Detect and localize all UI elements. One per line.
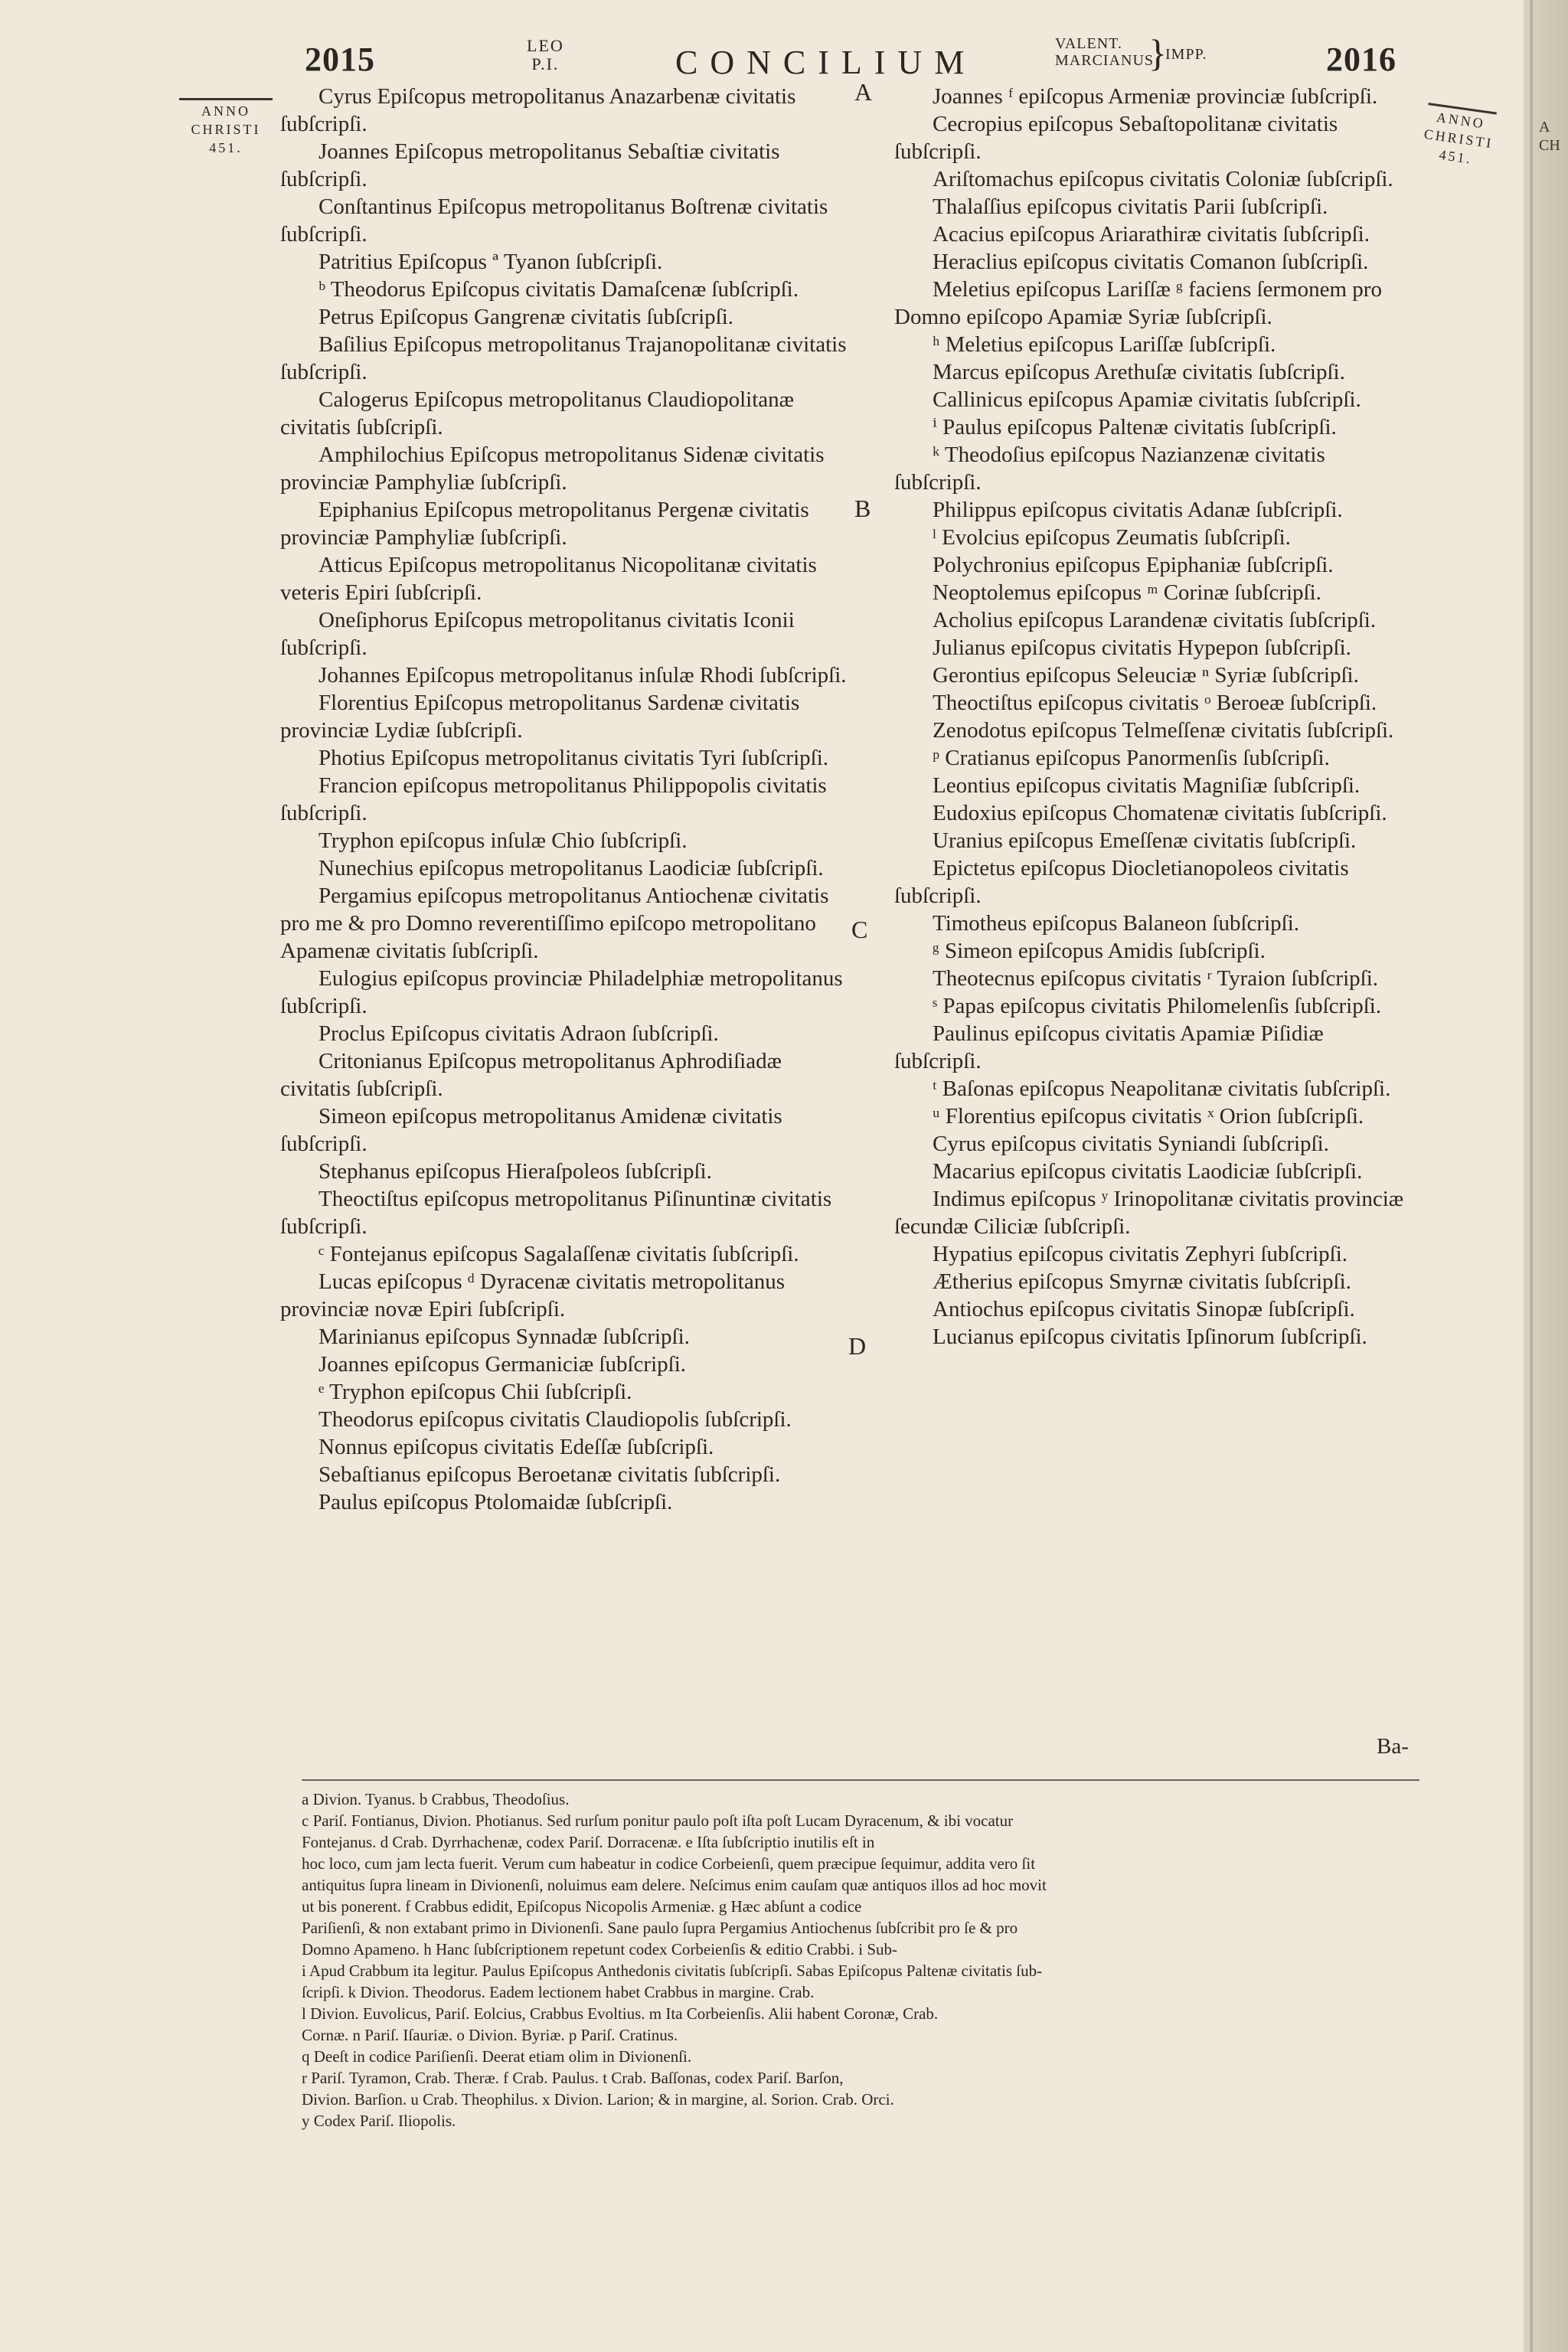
signature-entry: Callinicus epiſcopus Apamiæ civitatis ſubſcripſi. [933,387,1361,412]
signature-entry: Cyrus epiſcopus civitatis Syniandi ſubſcripſi. [933,1132,1329,1156]
signature-entry: Eulogius epiſcopus provinciæ Philadelphiæ metropolitanus ſubſcripſi. [280,966,843,1018]
signature-entry: Epictetus epiſcopus Diocletianopoleos civitatis ſubſcripſi. [894,856,1349,908]
margin-year-christi: CHRISTI [1423,126,1494,152]
signature-entry: Marinianus epiſcopus Synnadæ ſubſcripſi. [318,1325,690,1349]
signature-entry: Cyrus Epiſcopus metropolitanus Anazarbenæ civitatis ſubſcripſi. [280,84,796,136]
signature-entry: Epiphanius Epiſcopus metropolitanus Pergenæ civitatis provinciæ Pamphyliæ ſubſcripſi. [280,498,809,550]
section-letter-d: D [848,1332,867,1360]
margin-year-word: ANNO [1435,109,1487,132]
header-leo [527,37,564,74]
signature-entry: Nunechius epiſcopus metropolitanus Laodiciæ ſubſcripſi. [318,856,824,880]
signature-entry: Neoptolemus epiſcopus ᵐ Corinæ ſubſcripſi. [933,580,1321,605]
header-emperor-2: MARCIANUS [1055,52,1155,69]
footnote-line: y Codex Pariſ. Iliopolis. [302,2112,456,2130]
header-brace: } [1148,31,1167,74]
signature-entry: Joannes Epiſcopus metropolitanus Sebaſtiæ civitatis ſubſcripſi. [280,139,780,191]
signature-entry: Timotheus epiſcopus Balaneon ſubſcripſi. [933,911,1299,936]
signature-entry: Johannes Epiſcopus metropolitanus inſulæ Rhodi ſubſcripſi. [318,663,847,688]
signature-entry: Polychronius epiſcopus Epiphaniæ ſubſcripſi. [933,553,1334,577]
signature-entry: Paulus epiſcopus Ptolomaidæ ſubſcripſi. [318,1490,673,1514]
signature-entry: Gerontius epiſcopus Seleuciæ ⁿ Syriæ ſubſcripſi. [933,663,1359,688]
signature-entry: Oneſiphorus Epiſcopus metropolitanus civitatis Iconii ſubſcripſi. [280,608,795,660]
signature-entry: Marcus epiſcopus Arethuſæ civitatis ſubſcripſi. [933,360,1345,384]
header-leo-name: LEO [527,36,564,55]
signature-entry: Acholius epiſcopus Larandenæ civitatis ſubſcripſi. [933,608,1377,632]
signature-entry: Joannes epiſcopus Germaniciæ ſubſcripſi. [318,1352,687,1377]
signature-entry: ᵉ Tryphon epiſcopus Chii ſubſcripſi. [318,1380,632,1404]
signature-entry: ⁱ Paulus epiſcopus Paltenæ civitatis ſubſcripſi. [933,415,1337,439]
footnote-line: q Deeſt in codice Pariſienſi. Deerat etiam olim in Divionenſi. [302,2047,692,2066]
signature-entry: ᵍ Simeon epiſcopus Amidis ſubſcripſi. [933,939,1266,963]
signature-entry: Tryphon epiſcopus inſulæ Chio ſubſcripſi. [318,828,688,853]
footnote-line: Cornæ. n Pariſ. Iſauriæ. o Divion. Byriæ. p Pariſ. Cratinus. [302,2026,678,2044]
margin-year-right [1420,103,1497,171]
signature-entry: Lucianus epiſcopus civitatis Ipſinorum ſubſcripſi. [933,1325,1367,1349]
footnote-line: ſcripſi. k Divion. Theodorus. Eadem lectionem habet Crabbus in margine. Crab. [302,1983,815,2001]
signature-entry: Antiochus epiſcopus civitatis Sinopæ ſubſcripſi. [933,1297,1355,1321]
signature-entry: Baſilius Epiſcopus metropolitanus Trajanopolitanæ civitatis ſubſcripſi. [280,332,847,384]
signature-entry: Ætherius epiſcopus Smyrnæ civitatis ſubſcripſi. [933,1269,1351,1294]
left-column [280,83,847,1516]
footnote-line: c Pariſ. Fontianus, Divion. Photianus. Sed rurſum ponitur paulo poſt iſta poſt Lucam Dyracenum, & ibi vocatur [302,1811,1014,1830]
signature-entry: Ariſtomachus epiſcopus civitatis Coloniæ ſubſcripſi. [933,167,1393,191]
signature-entry: Leontius epiſcopus civitatis Magniſiæ ſubſcripſi. [933,773,1361,798]
adjacent-page-letter-ch: CH [1539,137,1560,154]
page-number-left: 2015 [305,41,375,78]
adjacent-page-letter-a: A [1539,119,1550,136]
right-column [894,83,1415,1351]
footnote-line: Fontejanus. d Crab. Dyrrhachenæ, codex Pariſ. Dorracenæ. e Iſta ſubſcriptio inutilis eſt in [302,1833,875,1851]
signature-entry: Acacius epiſcopus Ariarathiræ civitatis ſubſcripſi. [933,222,1370,247]
header-emperor-1: VALENT. [1055,35,1122,52]
signature-entry: Petrus Epiſcopus Gangrenæ civitatis ſubſcripſi. [318,305,734,329]
signature-entry: Pergamius epiſcopus metropolitanus Antiochenæ civitatis pro me & pro Domno reverentiſſimo epiſcopo metropolitano Apamenæ civitatis ſubſcripſi. [280,884,829,963]
signature-entry: Stephanus epiſcopus Hieraſpoleos ſubſcripſi. [318,1159,712,1184]
signature-entry: Paulinus epiſcopus civitatis Apamiæ Piſidiæ ſubſcripſi. [894,1021,1324,1073]
header-impp: IMPP. [1165,46,1207,63]
signature-entry: Hypatius epiſcopus civitatis Zephyri ſubſcripſi. [933,1242,1348,1266]
footnote-line: i Apud Crabbum ita legitur. Paulus Epiſcopus Anthedonis civitatis ſubſcripſi. Sabas Epiſcopus Paltenæ civitatis ſub- [302,1962,1043,1980]
footnote-divider [302,1779,1419,1781]
section-letter-c: C [851,916,868,943]
signature-entry: Joannes ᶠ epiſcopus Armeniæ provinciæ ſubſcripſi. [933,84,1378,109]
signature-entry: Florentius Epiſcopus metropolitanus Sardenæ civitatis provinciæ Lydiæ ſubſcripſi. [280,691,800,743]
running-header [0,31,1524,86]
signature-entry: ʰ Meletius epiſcopus Lariſſæ ſubſcripſi. [933,332,1276,357]
section-letter-b: B [854,495,871,522]
footnote-line: l Divion. Euvolicus, Pariſ. Eolcius, Crabbus Evoltius. m Ita Corbeienſis. Alii habent Coronæ, Crab. [302,2004,939,2023]
page-fold [1530,0,1533,2352]
signature-entry: Francion epiſcopus metropolitanus Philippopolis civitatis ſubſcripſi. [280,773,827,825]
signature-entry: Theoctiſtus epiſcopus metropolitanus Piſinuntinæ civitatis ſubſcripſi. [280,1187,832,1239]
margin-year-number: 451. [209,140,243,155]
footnote-line: ut bis ponerent. f Crabbus edidit, Epiſcopus Nicopolis Armeniæ. g Hæc abſunt a codice [302,1897,862,1916]
signature-entry: Patritius Epiſcopus ª Tyanon ſubſcripſi. [318,250,663,274]
footnote-line: a Divion. Tyanus. b Crabbus, Theodoſius. [302,1790,570,1808]
header-title: CONCILIUM [675,44,977,81]
signature-entry: Theoctiſtus epiſcopus civitatis ᵒ Beroeæ ſubſcripſi. [933,691,1377,715]
signature-entry: ᵗ Baſonas epiſcopus Neapolitanæ civitatis ſubſcripſi. [933,1076,1391,1101]
signature-entry: Meletius epiſcopus Lariſſæ ᵍ faciens ſermonem pro Domno epiſcopo Apamiæ Syriæ ſubſcripſi. [894,277,1382,329]
footnotes [302,1788,1427,2132]
signature-entry: Indimus epiſcopus ʸ Irinopolitanæ civitatis provinciæ ſecundæ Ciliciæ ſubſcripſi. [894,1187,1404,1239]
margin-rule [179,98,273,100]
signature-entry: ᵘ Florentius epiſcopus civitatis ˣ Orion ſubſcripſi. [933,1104,1364,1129]
margin-year-number: 451. [1438,146,1474,167]
section-letter-a: A [854,78,873,106]
signature-entry: Conſtantinus Epiſcopus metropolitanus Boſtrenæ civitatis ſubſcripſi. [280,194,828,247]
header-leo-pope: P.I. [531,54,560,74]
signature-entry: Critonianus Epiſcopus metropolitanus Aphrodiſiadæ civitatis ſubſcripſi. [280,1049,782,1101]
signature-entry: Proclus Epiſcopus civitatis Adraon ſubſcripſi. [318,1021,719,1046]
adjacent-page-text [1539,118,1560,155]
signature-entry: Calogerus Epiſcopus metropolitanus Claudiopolitanæ civitatis ſubſcripſi. [280,387,795,439]
signature-entry: ᵇ Theodorus Epiſcopus civitatis Damaſcenæ ſubſcripſi. [318,277,799,302]
signature-entry: Macarius epiſcopus civitatis Laodiciæ ſubſcripſi. [933,1159,1363,1184]
signature-entry: Photius Epiſcopus metropolitanus civitatis Tyri ſubſcripſi. [318,746,828,770]
signature-entry: ᵖ Cratianus epiſcopus Panormenſis ſubſcripſi. [933,746,1330,770]
adjacent-page-edge [1524,0,1568,2352]
signature-entry: Simeon epiſcopus metropolitanus Amidenæ civitatis ſubſcripſi. [280,1104,782,1156]
footnote-line: antiquitus ſupra lineam in Divionenſi, noluimus eam delere. Neſcimus enim cauſam quæ antiquos illos ad hoc movit [302,1876,1047,1894]
margin-year-christi: CHRISTI [191,122,261,137]
footnote-line: r Pariſ. Tyramon, Crab. Theræ. f Crab. Paulus. t Crab. Baſſonas, codex Pariſ. Barſon, [302,2069,844,2087]
page-number-right: 2016 [1326,41,1396,78]
signature-entry: ᶜ Fontejanus epiſcopus Sagalaſſenæ civitatis ſubſcripſi. [318,1242,799,1266]
signature-entry: Theodorus epiſcopus civitatis Claudiopolis ſubſcripſi. [318,1407,792,1432]
signature-entry: Amphilochius Epiſcopus metropolitanus Sidenæ civitatis provinciæ Pamphyliæ ſubſcripſi. [280,443,825,495]
margin-year-word: ANNO [201,103,250,119]
signature-entry: Sebaſtianus epiſcopus Beroetanæ civitatis ſubſcripſi. [318,1462,781,1487]
signature-entry: Philippus epiſcopus civitatis Adanæ ſubſcripſi. [933,498,1343,522]
signature-entry: Thalaſſius epiſcopus civitatis Parii ſubſcripſi. [933,194,1328,219]
signature-entry: Uranius epiſcopus Emeſſenæ civitatis ſubſcripſi. [933,828,1357,853]
signature-entry: Julianus epiſcopus civitatis Hypepon ſubſcripſi. [933,635,1351,660]
footnote-line: Pariſienſi, & non extabant primo in Divionenſi. Sane paulo ſupra Pergamius Antiochenus ſubſcribit pro ſe & pro [302,1919,1018,1937]
catchword: Ba- [1377,1734,1409,1759]
signature-entry: Heraclius epiſcopus civitatis Comanon ſubſcripſi. [933,250,1369,274]
signature-entry: Eudoxius epiſcopus Chomatenæ civitatis ſubſcripſi. [933,801,1387,825]
signature-entry: Lucas epiſcopus ᵈ Dyracenæ civitatis metropolitanus provinciæ novæ Epiri ſubſcripſi. [280,1269,785,1321]
signature-entry: Nonnus epiſcopus civitatis Edeſſæ ſubſcripſi. [318,1435,714,1459]
signature-entry: Zenodotus epiſcopus Telmeſſenæ civitatis ſubſcripſi. [933,718,1394,743]
signature-entry: Cecropius epiſcopus Sebaſtopolitanæ civitatis ſubſcripſi. [894,112,1338,164]
footnote-line: hoc loco, cum jam lecta fuerit. Verum cum habeatur in codice Corbeienſi, quem præcipue ſequimur, addita vero ſit [302,1854,1036,1873]
signature-entry: ˡ Evolcius epiſcopus Zeumatis ſubſcripſi. [933,525,1291,550]
footnote-line: Divion. Barſion. u Crab. Theophilus. x Divion. Larion; & in margine, al. Sorion. Crab. Orci. [302,2090,894,2109]
signature-entry: ˢ Papas epiſcopus civitatis Philomelenſis ſubſcripſi. [933,994,1382,1018]
margin-year-left [176,98,276,157]
signature-entry: ᵏ Theodoſius epiſcopus Nazianzenæ civitatis ſubſcripſi. [894,443,1325,495]
footnote-line: Domno Apameno. h Hanc ſubſcriptionem repetunt codex Corbeienſis & editio Crabbi. i Sub- [302,1940,898,1958]
header-emperors [1055,35,1154,69]
signature-entry: Theotecnus epiſcopus civitatis ʳ Tyraion ſubſcripſi. [933,966,1378,991]
signature-entry: Atticus Epiſcopus metropolitanus Nicopolitanæ civitatis veteris Epiri ſubſcripſi. [280,553,817,605]
